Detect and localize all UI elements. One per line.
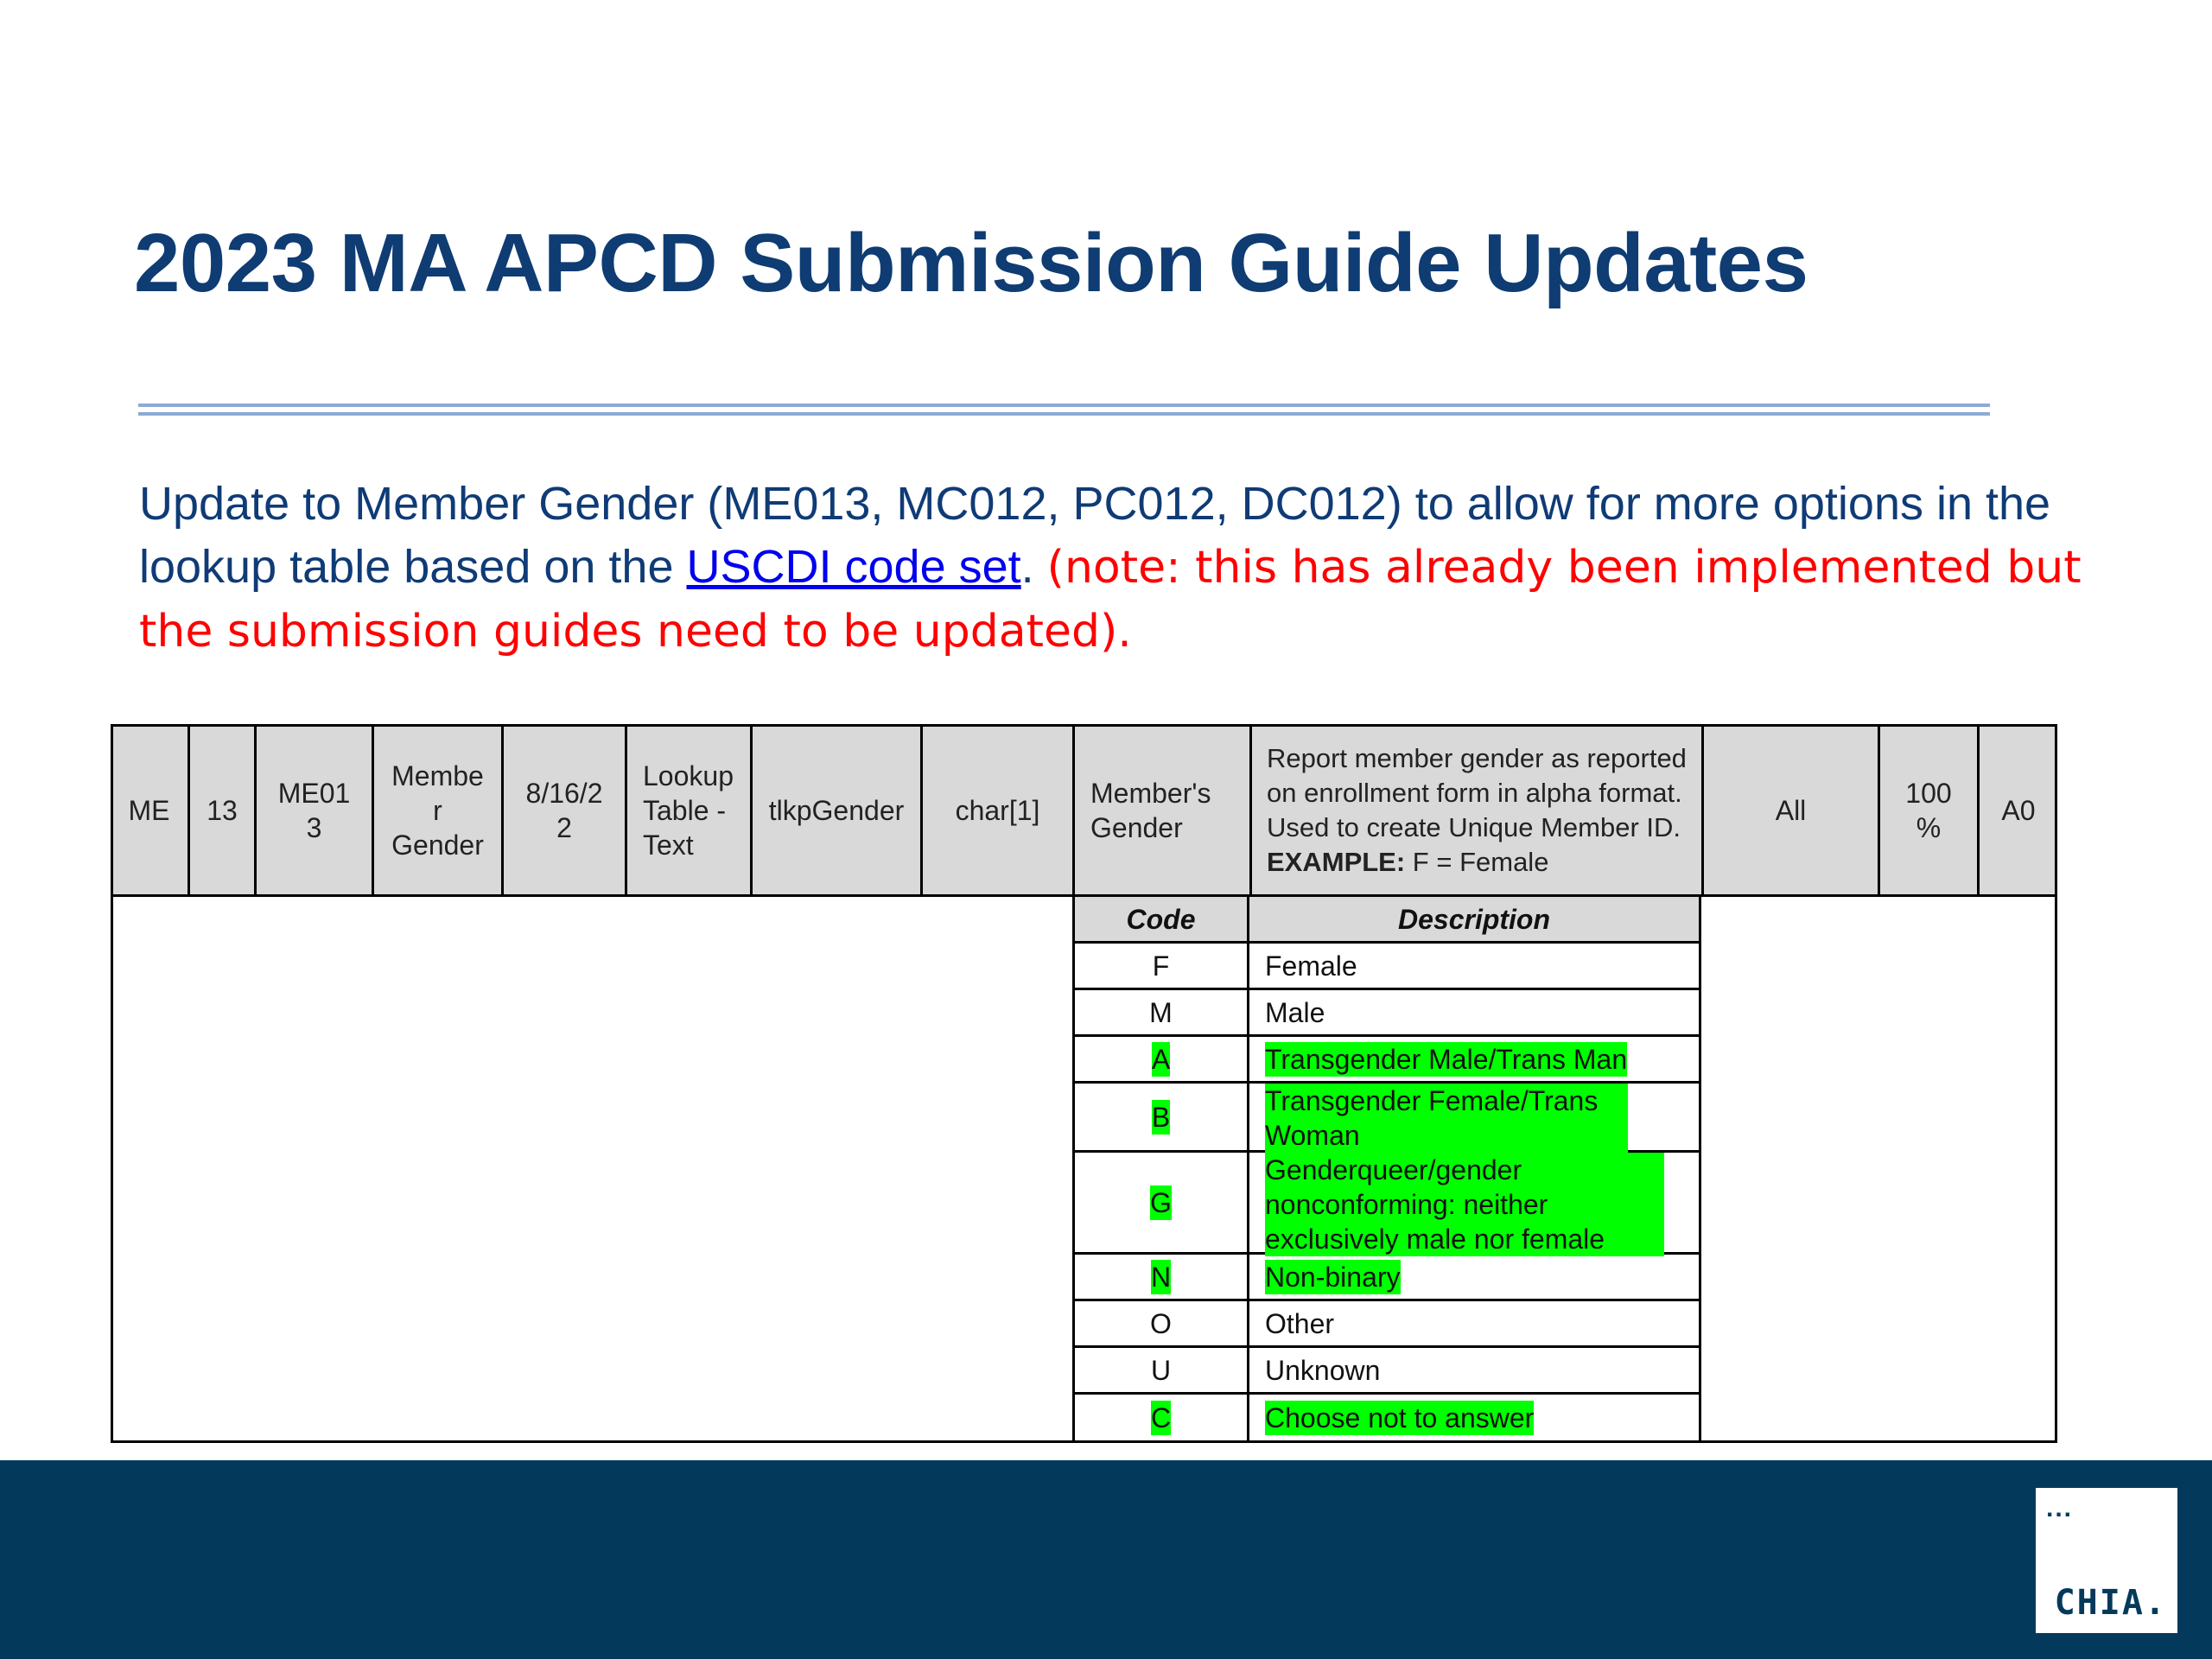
cell-label: Member's Gender — [1090, 778, 1211, 843]
description-header: Description — [1249, 897, 1701, 941]
implementation-note: (note: this has already been implemented but the submission guides need to be updated). — [139, 542, 2082, 658]
code-description: Choose not to answer — [1265, 1402, 1535, 1433]
code-value: O — [1150, 1307, 1172, 1339]
cell-lookup: tlkpGender — [768, 795, 905, 826]
table-row — [1072, 944, 1701, 990]
code-description: Unknown — [1265, 1354, 1381, 1386]
cell-description: Report member gender as reported on enrollment form in alpha format. Used to create Unique Member ID. EXAMPLE: F = Female — [1267, 743, 1687, 877]
code-description: Transgender Male/Trans Man — [1265, 1043, 1628, 1075]
table-row — [1072, 1037, 1701, 1084]
update-text: Update to Member Gender (ME013, MC012, PC012, DC012) to allow for more options in the lookup table based on the — [139, 478, 2051, 593]
cell-type: Lookup Table - Text — [643, 760, 734, 861]
code-value: F — [1152, 950, 1170, 982]
data-element-table — [111, 724, 2057, 1443]
code-description: Non-binary — [1265, 1261, 1401, 1293]
cell-applies-to: All — [1775, 795, 1807, 826]
cell-file: ME — [128, 795, 170, 826]
uscdi-link[interactable]: USCDI code set — [686, 541, 1021, 593]
slide-title: 2023 MA APCD Submission Guide Updates — [134, 217, 1808, 309]
code-description: Genderqueer/gender nonconforming: neither exclusively male nor female — [1265, 1153, 1664, 1256]
table-row — [1072, 1395, 1701, 1441]
table-row — [1072, 1153, 1701, 1255]
code-value: A — [1151, 1043, 1171, 1075]
update-text-tail: . — [1020, 541, 1047, 593]
table-row — [1072, 1348, 1701, 1395]
code-description: Transgender Female/Trans Woman — [1265, 1084, 1628, 1153]
cell-date: 8/16/2 2 — [525, 778, 603, 843]
cell-category: A0 — [2001, 795, 2036, 826]
table-row — [1072, 1084, 1701, 1153]
table-row — [1072, 1301, 1701, 1348]
cell-name: Membe r Gender — [391, 760, 484, 861]
title-divider-bottom — [138, 412, 1990, 416]
chia-logo — [2036, 1488, 2177, 1633]
code-value: C — [1150, 1402, 1172, 1433]
cell-threshold: 100 % — [1905, 778, 1952, 843]
code-description: Male — [1265, 996, 1325, 1028]
code-value: G — [1150, 1186, 1172, 1218]
code-table-header — [1072, 897, 1701, 944]
code-value: B — [1151, 1101, 1171, 1133]
code-description: Other — [1265, 1307, 1335, 1339]
code-value: U — [1150, 1354, 1172, 1386]
code-value: M — [1149, 996, 1173, 1028]
cell-column: 13 — [207, 795, 238, 826]
cell-format: char[1] — [955, 795, 1040, 826]
code-description: Female — [1265, 950, 1357, 982]
gender-code-table — [1072, 897, 1701, 1441]
code-value: N — [1150, 1261, 1172, 1293]
update-description — [139, 473, 2109, 664]
logo-text: CHIA. — [2054, 1583, 2167, 1623]
cell-element: ME01 3 — [277, 778, 351, 843]
title-divider-top — [138, 404, 1990, 407]
logo-dots: ... — [2046, 1494, 2074, 1522]
footer-bar — [0, 1460, 2212, 1659]
code-header: Code — [1072, 897, 1249, 941]
table-row — [1072, 990, 1701, 1037]
table-row — [1072, 1255, 1701, 1301]
